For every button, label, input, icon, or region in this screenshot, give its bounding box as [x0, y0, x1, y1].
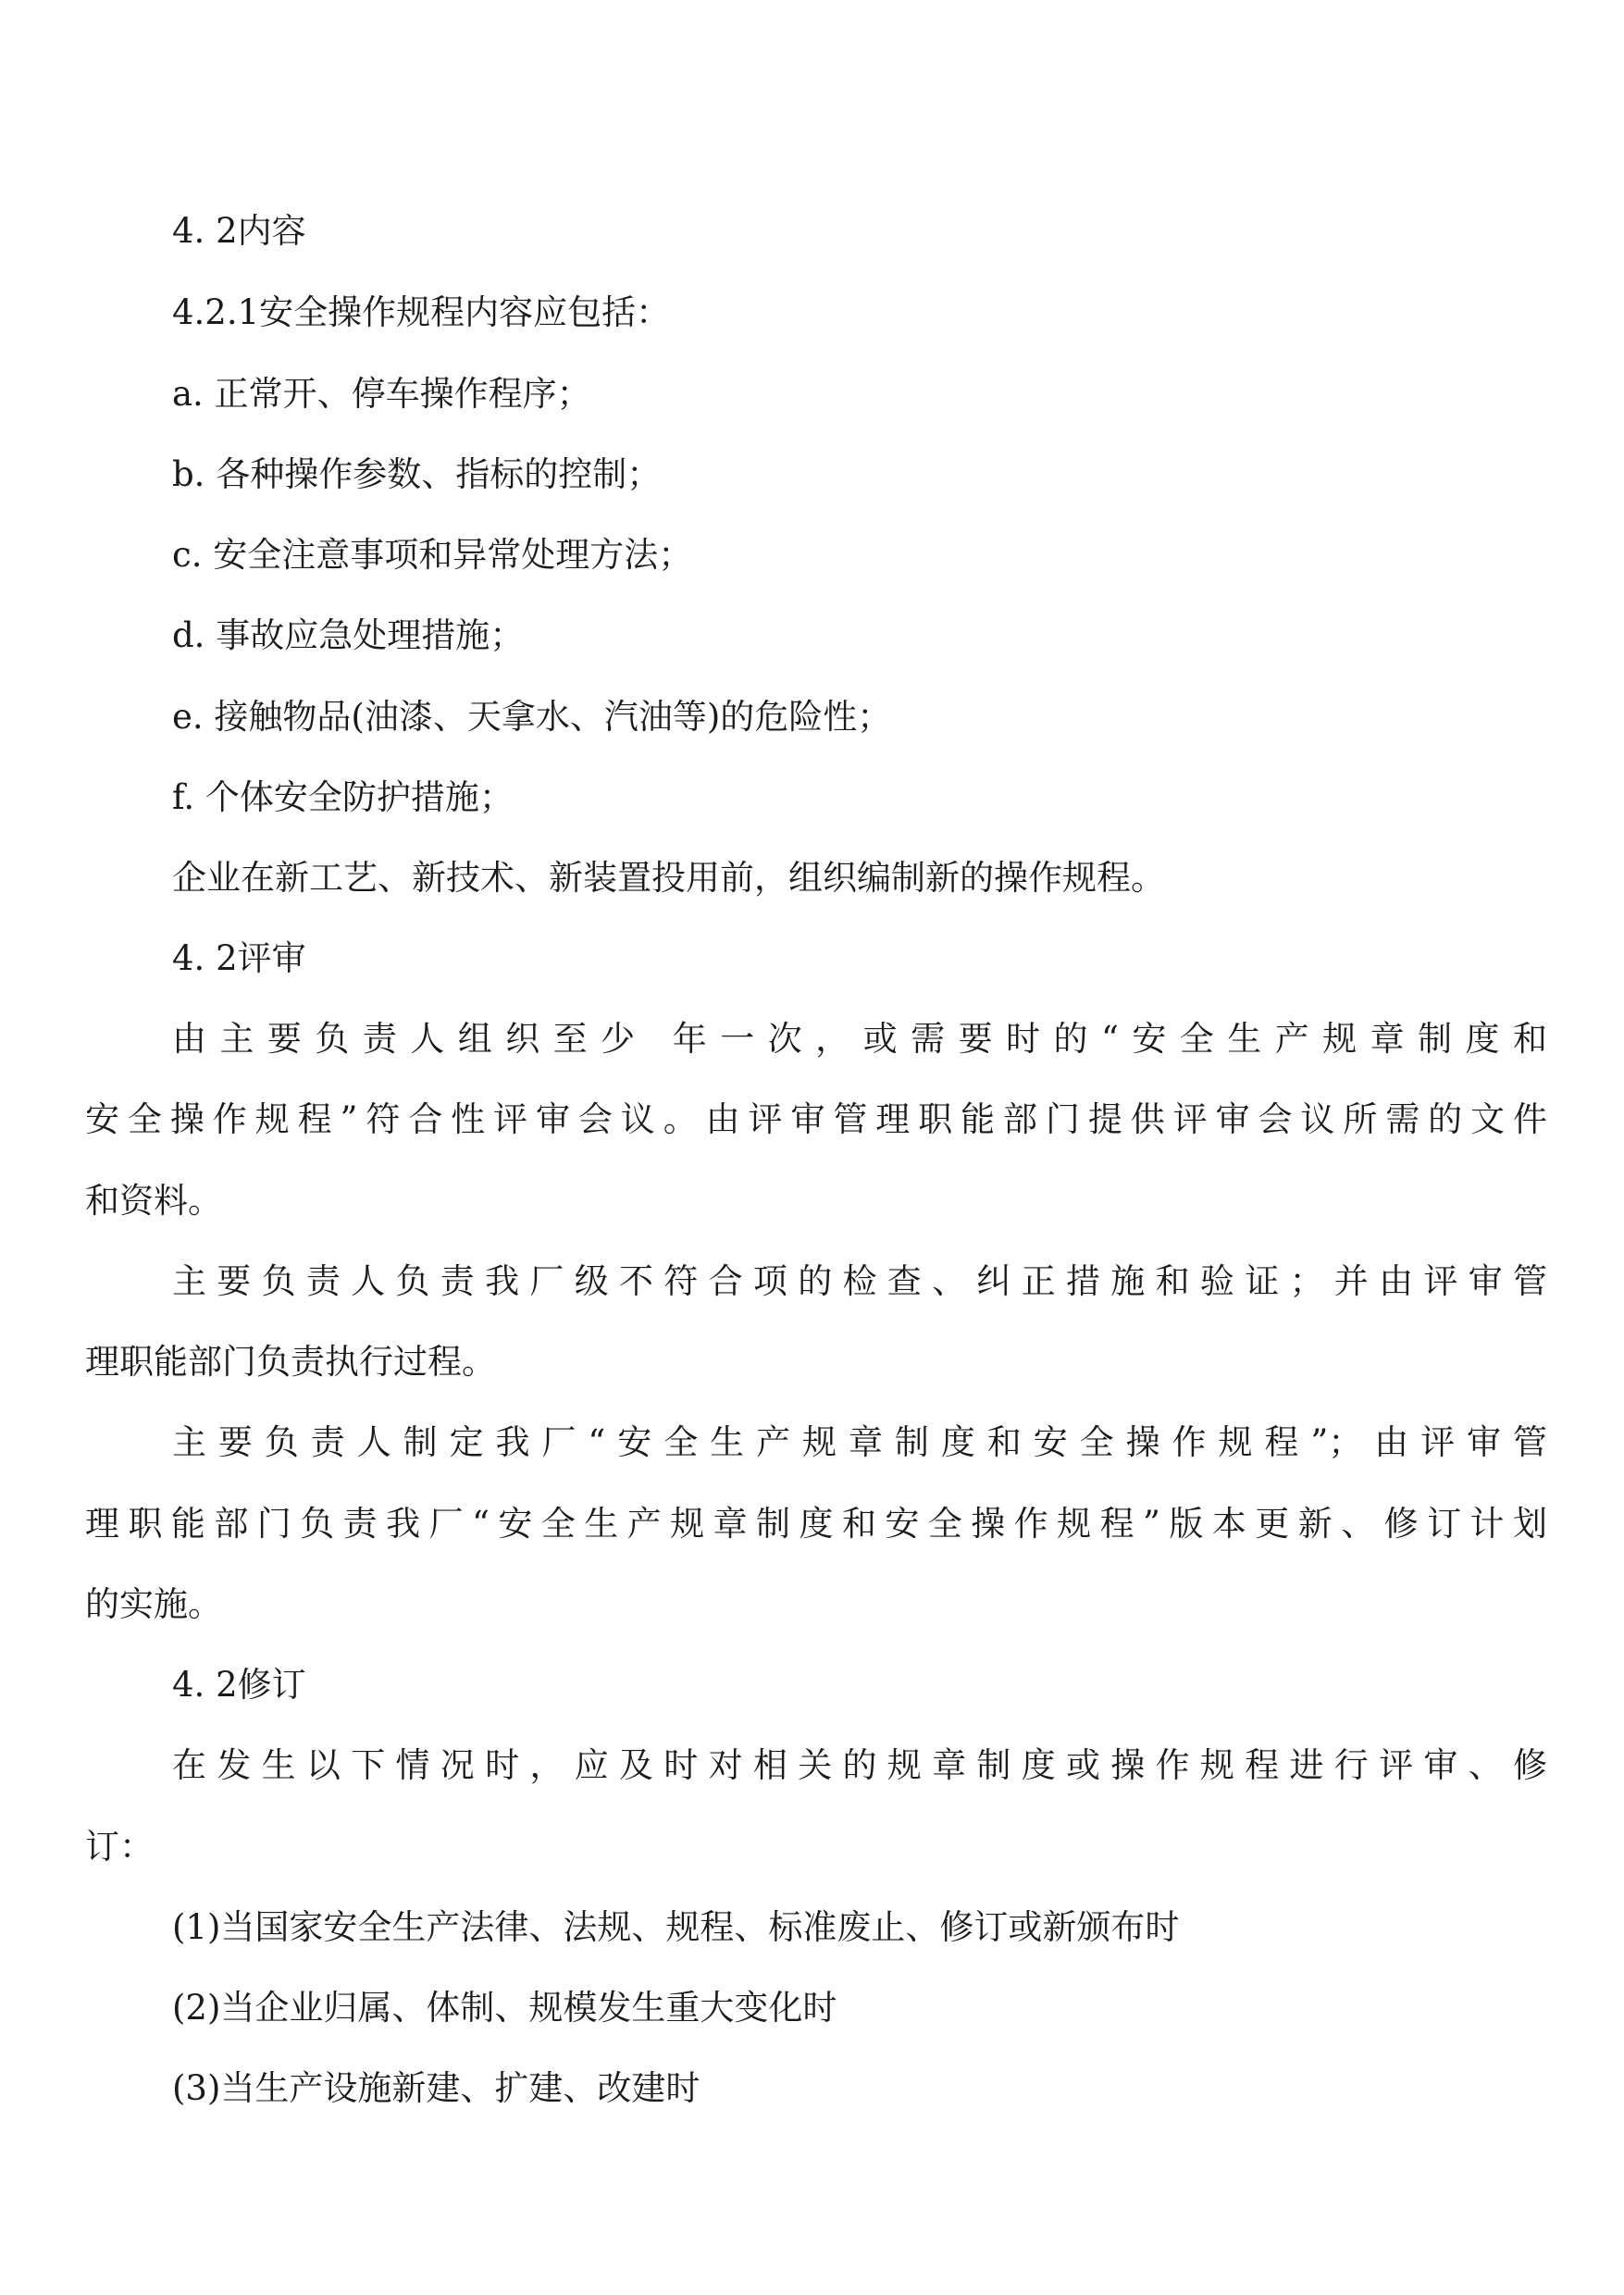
list-item-b: b. 各种操作参数、指标的控制；	[172, 454, 662, 494]
revision-item-2: (2)当企业归属、体制、规模发生重大变化时	[172, 1988, 837, 2028]
section-heading-content: 4. 2内容	[172, 211, 306, 251]
paragraph-line: 主要负责人负责我厂级不符合项的检查、纠正措施和验证；并由评审管	[172, 1261, 1547, 1301]
revision-item-1: (1)当国家安全生产法律、法规、规程、标准废止、修订或新颁布时	[172, 1907, 1180, 1947]
paragraph-line: 在发生以下情况时，应及时对相关的规章制度或操作规程进行评审、修	[172, 1745, 1547, 1785]
list-item-d: d. 事故应急处理措施；	[172, 615, 525, 655]
revision-item-3: (3)当生产设施新建、扩建、改建时	[172, 2068, 700, 2108]
list-item-c: c. 安全注意事项和异常处理方法；	[172, 535, 693, 575]
section-heading-revision: 4. 2修订	[172, 1665, 306, 1705]
paragraph-line: 的实施。	[85, 1584, 222, 1624]
paragraph-note: 企业在新工艺、新技术、新装置投用前，组织编制新的操作规程。	[172, 858, 1165, 898]
subsection-heading: 4.2.1安全操作规程内容应包括：	[172, 292, 671, 332]
paragraph-line: 安全操作规程”符合性评审会议。由评审管理职能部门提供评审会议所需的文件	[85, 1099, 1547, 1139]
paragraph-line: 理职能部门负责执行过程。	[85, 1342, 496, 1382]
list-item-f: f. 个体安全防护措施；	[172, 777, 514, 817]
paragraph-line: 订：	[85, 1827, 154, 1867]
paragraph-line: 由主要负责人组织至少 年一次，或需要时的“安全生产规章制度和	[172, 1019, 1547, 1059]
list-item-e: e. 接触物品(油漆、天拿水、汽油等)的危险性；	[172, 697, 892, 737]
section-heading-review: 4. 2评审	[172, 938, 306, 978]
list-item-a: a. 正常开、停车操作程序；	[172, 374, 591, 414]
paragraph-line: 主要负责人制定我厂“安全生产规章制度和安全操作规程”；由评审管	[172, 1422, 1547, 1462]
paragraph-line: 理职能部门负责我厂“安全生产规章制度和安全操作规程”版本更新、修订计划	[85, 1504, 1547, 1544]
paragraph-line: 和资料。	[85, 1181, 222, 1221]
